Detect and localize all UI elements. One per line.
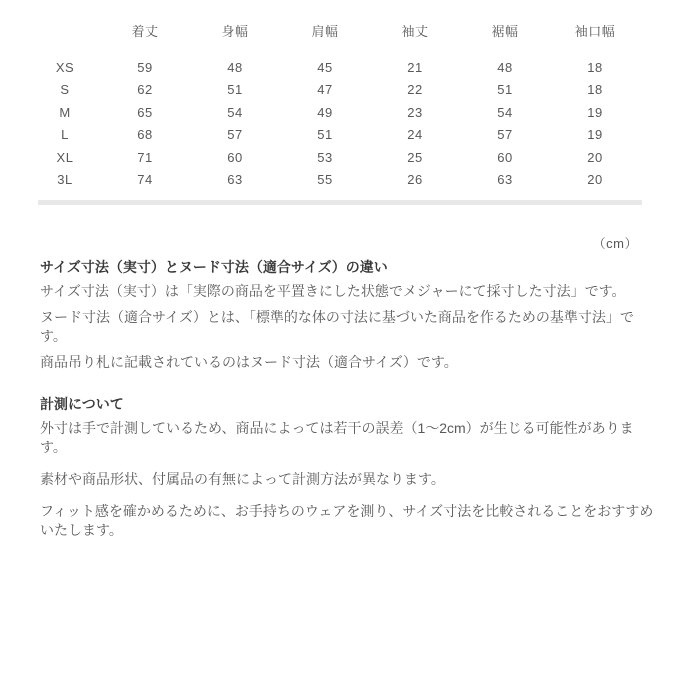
table-cell: 54 [497,104,513,120]
section-heading: サイズ寸法（実寸）とヌード寸法（適合サイズ）の違い [40,259,388,275]
table-row [30,169,640,192]
table-cell: 47 [317,82,333,98]
table-cell: 53 [317,149,333,165]
table-divider [38,200,642,205]
table-row [30,146,640,169]
note-paragraph: 素材や商品形状、付属品の有無によって計測方法が異なります。 [40,471,445,487]
table-cell: 18 [587,59,603,75]
size-label: M [59,104,71,120]
table-cell: 65 [137,104,153,120]
table-cell: 45 [317,59,333,75]
table-cell: 19 [587,104,603,120]
table-row [30,101,640,124]
size-label: 3L [57,172,73,188]
table-cell: 57 [227,127,243,143]
table-cell: 23 [407,104,423,120]
table-cell: 68 [137,127,153,143]
table-cell: 24 [407,127,423,143]
note-paragraph: ヌード寸法（適合サイズ）とは、「標準的な体の寸法に基づいた商品を作るための基準寸法」です。 [40,309,634,344]
table-cell: 60 [497,149,513,165]
size-label: XL [56,149,74,165]
table-cell: 48 [227,59,243,75]
table-cell: 26 [407,172,423,188]
column-header-sleeve-length: 袖丈 [401,23,429,39]
note-paragraph: サイズ寸法（実寸）は「実際の商品を平置きにした状態でメジャーにて採寸した寸法」です。 [40,283,626,299]
table-cell: 60 [227,149,243,165]
table-cell: 49 [317,104,333,120]
table-cell: 21 [407,59,423,75]
table-cell: 20 [587,172,603,188]
column-header-body-length: 着丈 [131,23,159,39]
note-paragraph: 商品吊り札に記載されているのはヌード寸法（適合サイズ）です。 [40,354,458,370]
column-header-shoulder-width: 肩幅 [311,23,339,39]
notes-content [40,258,658,540]
table-cell: 48 [497,59,513,75]
table-cell: 20 [587,149,603,165]
table-cell: 63 [227,172,243,188]
column-header-hem-width: 裾幅 [491,23,519,39]
unit-label: （cm） [592,236,638,251]
size-table [30,22,640,191]
table-cell: 63 [497,172,513,188]
table-cell: 55 [317,172,333,188]
table-cell: 19 [587,127,603,143]
section-size-vs-nude [40,258,658,372]
section-heading: 計測について [40,396,124,412]
table-cell: 59 [137,59,153,75]
table-cell: 51 [227,82,243,98]
column-header-cuff-width: 袖口幅 [574,23,616,39]
table-cell: 71 [137,149,153,165]
note-paragraph: 外寸は手で計測しているため、商品によっては若干の誤差（1～2cm）が生じる可能性があります。 [40,420,634,455]
size-label: XS [55,59,75,75]
note-paragraph: フィット感を確かめるために、お手持ちのウェアを測り、サイズ寸法を比較されることをおすすめいたします。 [40,503,654,538]
section-measurement [40,395,658,540]
table-cell: 54 [227,104,243,120]
table-cell: 57 [497,127,513,143]
table-cell: 18 [587,82,603,98]
table-cell: 51 [497,82,513,98]
table-row [30,124,640,147]
column-header-body-width: 身幅 [221,23,249,39]
table-cell: 51 [317,127,333,143]
table-row [30,56,640,79]
table-cell: 22 [407,82,423,98]
table-header-row [30,22,640,38]
size-label: L [61,127,69,143]
size-label: S [60,82,70,98]
table-cell: 62 [137,82,153,98]
table-row [30,79,640,102]
table-cell: 74 [137,172,153,188]
table-cell: 25 [407,149,423,165]
